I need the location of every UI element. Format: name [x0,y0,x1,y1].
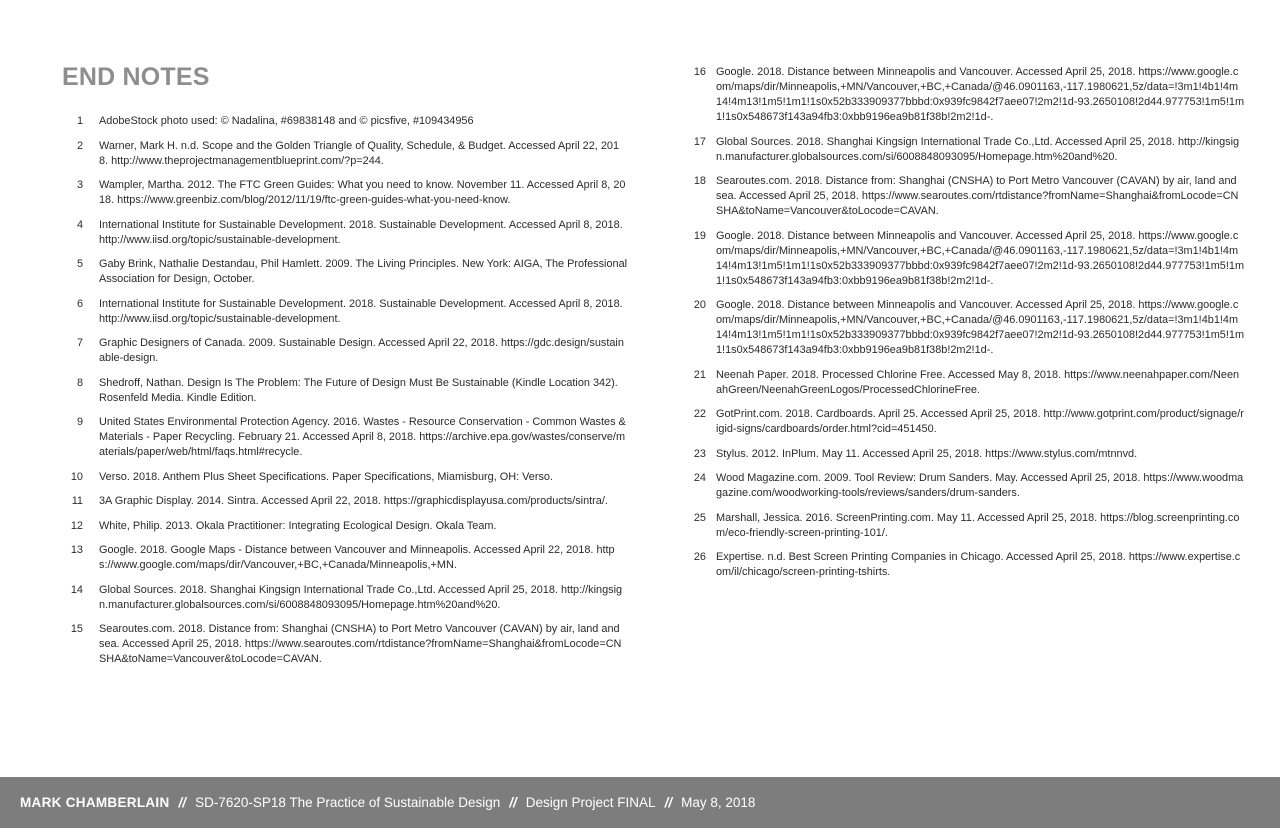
endnote-text: Shedroff, Nathan. Design Is The Problem: The Future of Design Must Be Sustainable (Kindle Location 342). Rosenfeld Media. Kindle Edition. [99,376,618,404]
endnote-text: Google. 2018. Distance between Minneapolis and Vancouver. Accessed April 25, 2018. https://www.google.com/maps/dir/Minneapolis,+MN/Vancouver,+BC,+Canada/@46.0901163,-117.1980621,5z/data=!3m1!4b1!4m14!4m13!1m5!1m1!1s0x52b333909377bbbd:0x939fc9842f7aee07!2m2!1d-93.2650108!2d44.977753!1m5!1m1!1s0x548673f143a94fb3:0xbb9196ea9b81f38b!2m2!1d-. [716,66,1245,123]
endnotes-column-left [62,114,628,677]
endnote-number: 10 [70,470,83,483]
endnote-item [678,550,1244,580]
endnote-text: Warner, Mark H. n.d. Scope and the Golden Triangle of Quality, Schedule, & Budget. Accessed April 22, 2018. http://www.theprojectmanagementblueprint.com/?p=244. [99,139,620,167]
endnote-item [62,139,628,169]
endnote-item [678,135,1244,165]
endnote-text: White, Philip. 2013. Okala Practitioner: Integrating Ecological Design. Okala Team. [99,519,497,532]
endnote-number: 23 [693,447,706,460]
endnote-item [678,229,1244,289]
endnote-item [62,519,628,534]
footer-separator: // [509,795,517,810]
endnote-text: Graphic Designers of Canada. 2009. Sustainable Design. Accessed April 22, 2018. https://gdc.design/sustainable-design. [99,337,624,364]
endnote-text: Neenah Paper. 2018. Processed Chlorine Free. Accessed May 8, 2018. https://www.neenahpaper.com/NeenahGreen/NeenahGreenLogos/ProcessedChlorineFree. [716,368,1240,396]
endnote-text: Verso. 2018. Anthem Plus Sheet Specifications. Paper Specifications, Miamisburg, OH: Verso. [99,470,554,483]
endnote-text: AdobeStock photo used: © Nadalina, #69838148 and © picsfive, #109434956 [99,115,474,127]
endnote-item [62,470,628,485]
endnote-item [678,174,1244,219]
endnote-item [62,257,628,287]
endnote-item [62,218,628,248]
footer-author: MARK CHAMBERLAIN [20,795,170,810]
endnote-item [678,511,1244,541]
endnote-item [62,543,628,573]
endnote-text: Searoutes.com. 2018. Distance from: Shanghai (CNSHA) to Port Metro Vancouver (CAVAN) by air, land and sea. Accessed April 25, 2018. https://www.searoutes.com/rtdistance?fromName=Shanghai&fromLocode=CNSHA&toName=Vancouver&toLocode=CAVAN. [716,175,1239,217]
endnote-number: 5 [76,258,83,270]
endnote-item [62,336,628,366]
endnote-number: 22 [693,408,706,420]
endnote-item [62,114,628,129]
endnote-text: United States Environmental Protection Agency. 2016. Wastes - Resource Conservation - Common Wastes & Materials - Paper Recycling. February 21. Accessed April 8, 2018. https://archive.epa.gov/wastes/conserve/materials/paper/web/html/faqs.html#recycle. [99,416,626,458]
endnote-number: 16 [693,66,706,78]
endnote-text: International Institute for Sustainable Development. 2018. Sustainable Development. Accessed April 8, 2018. http://www.iisd.org/topic/sustainable-development. [99,297,623,325]
footer-project: Design Project FINAL [525,795,656,810]
endnote-number: 4 [76,218,83,231]
endnote-text: Global Sources. 2018. Shanghai Kingsign International Trade Co.,Ltd. Accessed April 25, 2018. http://kingsign.manufacturer.globalsources.com/si/6008848093095/Homepage.htm%20and%20. [716,135,1240,163]
endnote-text: Marshall, Jessica. 2016. ScreenPrinting.com. May 11. Accessed April 25, 2018. https://blog.screenprinting.com/eco-friendly-screen-printing-101/. [716,511,1240,539]
endnote-number: 9 [76,416,83,428]
endnote-text: Google. 2018. Distance between Minneapolis and Vancouver. Accessed April 25, 2018. https://www.google.com/maps/dir/Minneapolis,+MN/Vancouver,+BC,+Canada/@46.0901163,-117.1980621,5z/data=!3m1!4b1!4m14!4m13!1m5!1m1!1s0x52b333909377bbbd:0x939fc9842f7aee07!2m2!1d-93.2650108!2d44.977753!1m5!1m1!1s0x548673f143a94fb3:0xbb9196ea9b81f38b!2m2!1d-. [716,299,1245,356]
endnotes-column-right [678,65,1244,590]
endnote-number: 2 [76,139,83,152]
endnote-number: 19 [693,229,706,242]
footer-date: May 8, 2018 [681,795,756,810]
footer-separator: // [178,795,187,810]
endnote-number: 15 [70,623,83,635]
endnote-number: 6 [76,297,83,310]
endnote-number: 17 [693,135,706,148]
endnote-item [62,583,628,613]
endnote-item [62,622,628,667]
endnote-text: Gaby Brink, Nathalie Destandau, Phil Hamlett. 2009. The Living Principles. New York: AIGA, The Professional Association for Design, October. [99,258,628,285]
endnote-number: 8 [76,376,83,389]
endnote-item [678,407,1244,437]
endnote-item [62,415,628,460]
endnote-item [678,65,1244,125]
endnote-text: Wood Magazine.com. 2009. Tool Review: Drum Sanders. May. Accessed April 25, 2018. https://www.woodmagazine.com/woodworking-tools/reviews/sanders/drum-sanders. [716,472,1244,499]
endnote-text: Stylus. 2012. InPlum. May 11. Accessed April 25, 2018. https://www.stylus.com/mtnnvd. [716,447,1138,460]
endnote-item [62,494,628,509]
footer-course: SD-7620-SP18 The Practice of Sustainable Design [195,795,501,810]
endnote-text: 3A Graphic Display. 2014. Sintra. Accessed April 22, 2018. https://graphicdisplayusa.com/products/sintra/. [99,495,608,507]
endnote-number: 1 [76,115,83,127]
footer-bar [0,777,1280,828]
endnote-text: Expertise. n.d. Best Screen Printing Companies in Chicago. Accessed April 25, 2018. https://www.expertise.com/il/chicago/screen-printing-tshirts. [716,551,1241,578]
endnote-item [678,471,1244,501]
endnote-item [62,178,628,208]
endnote-text: Global Sources. 2018. Shanghai Kingsign International Trade Co.,Ltd. Accessed April 25, 2018. http://kingsign.manufacturer.globalsources.com/si/6008848093095/Homepage.htm%20and%20. [99,583,623,611]
endnote-item [678,368,1244,398]
endnote-number: 12 [70,519,83,532]
endnote-number: 21 [693,368,706,381]
endnote-number: 25 [693,511,706,524]
endnote-item [62,376,628,406]
endnote-text: Wampler, Martha. 2012. The FTC Green Guides: What you need to know. November 11. Accessed April 8, 2018. https://www.greenbiz.com/blog/2012/11/19/ftc-green-guides-what-you-need-know. [99,179,626,206]
page-title: END NOTES [62,63,210,91]
endnote-item [678,447,1244,462]
endnote-number: 7 [76,337,83,349]
endnote-number: 3 [76,179,83,191]
endnote-item [62,297,628,327]
endnote-number: 14 [70,583,83,596]
endnote-text: GotPrint.com. 2018. Cardboards. April 25. Accessed April 25, 2018. http://www.gotprint.com/product/signage/rigid-signs/cardboards/order.html?cid=451450. [716,408,1244,435]
endnote-number: 11 [71,495,83,507]
endnote-text: International Institute for Sustainable Development. 2018. Sustainable Development. Accessed April 8, 2018. http://www.iisd.org/topic/sustainable-development. [99,218,623,246]
endnote-text: Searoutes.com. 2018. Distance from: Shanghai (CNSHA) to Port Metro Vancouver (CAVAN) by air, land and sea. Accessed April 25, 2018. https://www.searoutes.com/rtdistance?fromName=Shanghai&fromLocode=CNSHA&toName=Vancouver&toLocode=CAVAN. [99,623,622,665]
endnote-number: 13 [70,544,83,556]
endnote-text: Google. 2018. Distance between Minneapolis and Vancouver. Accessed April 25, 2018. https://www.google.com/maps/dir/Minneapolis,+MN/Vancouver,+BC,+Canada/@46.0901163,-117.1980621,5z/data=!3m1!4b1!4m14!4m13!1m5!1m1!1s0x52b333909377bbbd:0x939fc9842f7aee07!2m2!1d-93.2650108!2d44.977753!1m5!1m1!1s0x548673f143a94fb3:0xbb9196ea9b81f38b!2m2!1d-. [716,229,1245,287]
endnote-number: 24 [693,472,706,484]
endnote-number: 18 [693,175,706,187]
footer-separator: // [664,795,673,810]
endnote-text: Google. 2018. Google Maps - Distance between Vancouver and Minneapolis. Accessed April 22, 2018. https://www.google.com/maps/dir/Vancouver,+BC,+Canada/Minneapolis,+MN. [99,544,615,571]
endnote-item [678,298,1244,358]
endnote-number: 20 [693,299,706,311]
endnote-number: 26 [693,551,706,563]
